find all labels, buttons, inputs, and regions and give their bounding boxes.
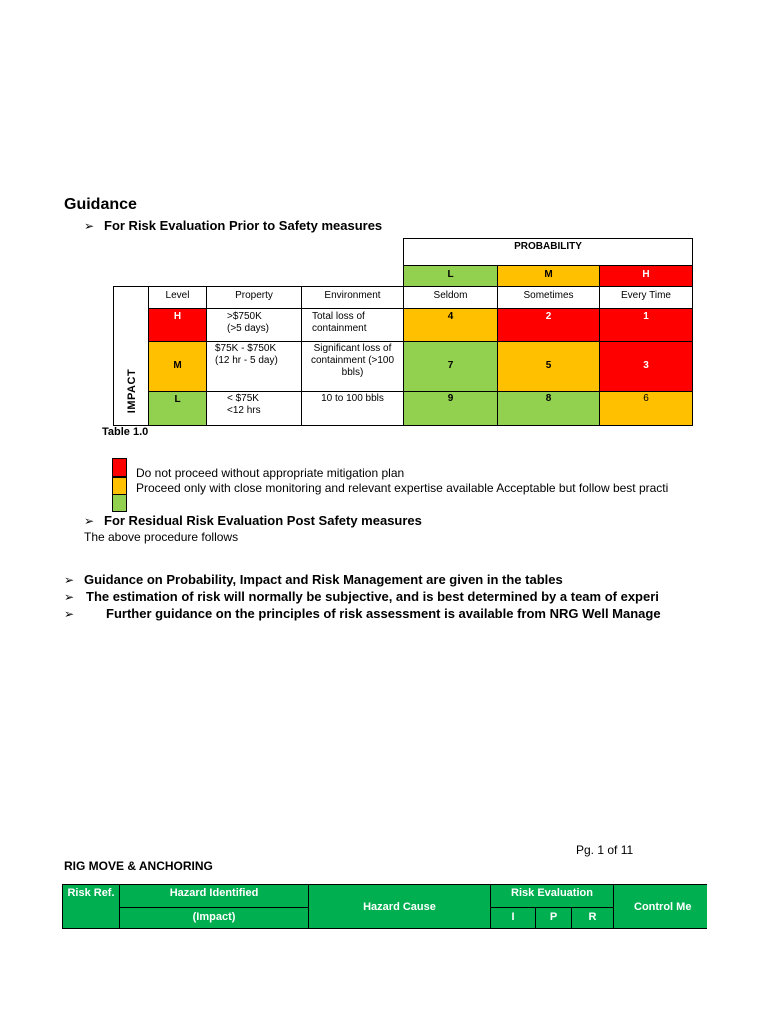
score-l-sometimes: 8 [497,391,600,426]
section-title-text: For Risk Evaluation Prior to Safety measures [104,218,383,233]
header-risk-ref: Risk Ref. [62,884,120,929]
impact-level-low: L [148,391,207,426]
header-hazard-identified: Hazard Identified [119,884,309,908]
header-probability-p: P [535,907,572,929]
legend-text-amber: Proceed only with close monitoring and relevant expertise available Acceptable but follow best practi [136,481,669,495]
score-l-every-time: 6 [599,391,693,426]
page-number: Pg. 1 of 11 [576,843,634,857]
header-property: Property [206,286,302,309]
prob-level-high: H [599,265,693,287]
prob-level-medium: M [497,265,600,287]
property-medium: $75K - $750K (12 hr - 5 day) [206,341,302,392]
arrow-bullet-icon: ➢ [64,590,75,604]
arrow-bullet-icon: ➢ [84,219,95,233]
page-heading: Guidance [64,196,137,213]
note-text: Further guidance on the principles of risk assessment is available from NRG Well Manage [106,606,661,621]
note-item [64,589,659,604]
note-text: Guidance on Probability, Impact and Risk Management are given in the tables [84,572,563,587]
property-low: < $75K <12 hrs [206,391,302,426]
score-h-sometimes: 2 [497,308,600,342]
environment-high: Total loss of containment [301,308,404,342]
property-high: >$750K (>5 days) [206,308,302,342]
arrow-bullet-icon: ➢ [64,573,75,587]
legend-swatch-green [112,494,127,512]
header-risk-evaluation: Risk Evaluation [490,884,614,908]
header-level: Level [148,286,207,309]
score-m-sometimes: 5 [497,341,600,392]
procedure-note: The above procedure follows [84,530,239,544]
impact-level-high: H [148,308,207,342]
note-text: The estimation of risk will normally be subjective, and is best determined by a team of experi [86,589,659,604]
score-m-seldom: 7 [403,341,498,392]
environment-low: 10 to 100 bbls [301,391,404,426]
legend-swatch-amber [112,477,127,495]
header-environment: Environment [301,286,404,309]
impact-level-medium: M [148,341,207,392]
header-hazard-cause: Hazard Cause [308,884,491,929]
table-caption: Table 1.0 [102,426,149,438]
header-risk-r: R [571,907,614,929]
header-sometimes: Sometimes [497,286,600,309]
header-seldom: Seldom [403,286,498,309]
note-item [64,572,563,587]
header-every-time: Every Time [599,286,693,309]
section-residual-risk-evaluation [84,513,422,528]
impact-axis-cell [113,286,149,426]
section-title-text: For Residual Risk Evaluation Post Safety measures [104,513,422,528]
legend-swatch-red [112,458,127,477]
header-impact: (Impact) [119,907,309,929]
probability-header: PROBABILITY [403,238,693,266]
score-h-seldom: 4 [403,308,498,342]
section-risk-evaluation-prior [84,218,382,233]
score-m-every-time: 3 [599,341,693,392]
guidance-notes [64,570,696,626]
legend-text-red: Do not proceed without appropriate mitigation plan [136,466,405,480]
note-item [64,606,661,621]
risk-register-header [62,884,707,930]
impact-axis-label: IMPACT [126,368,138,414]
header-impact-i: I [490,907,536,929]
score-h-every-time: 1 [599,308,693,342]
environment-medium: Significant loss of containment (>100 bbls) [301,341,404,392]
prob-level-low: L [403,265,498,287]
section-title: RIG MOVE & ANCHORING [64,859,213,873]
score-l-seldom: 9 [403,391,498,426]
arrow-bullet-icon: ➢ [64,607,75,621]
arrow-bullet-icon: ➢ [84,514,95,528]
header-control-measures: Control Me [613,884,707,929]
